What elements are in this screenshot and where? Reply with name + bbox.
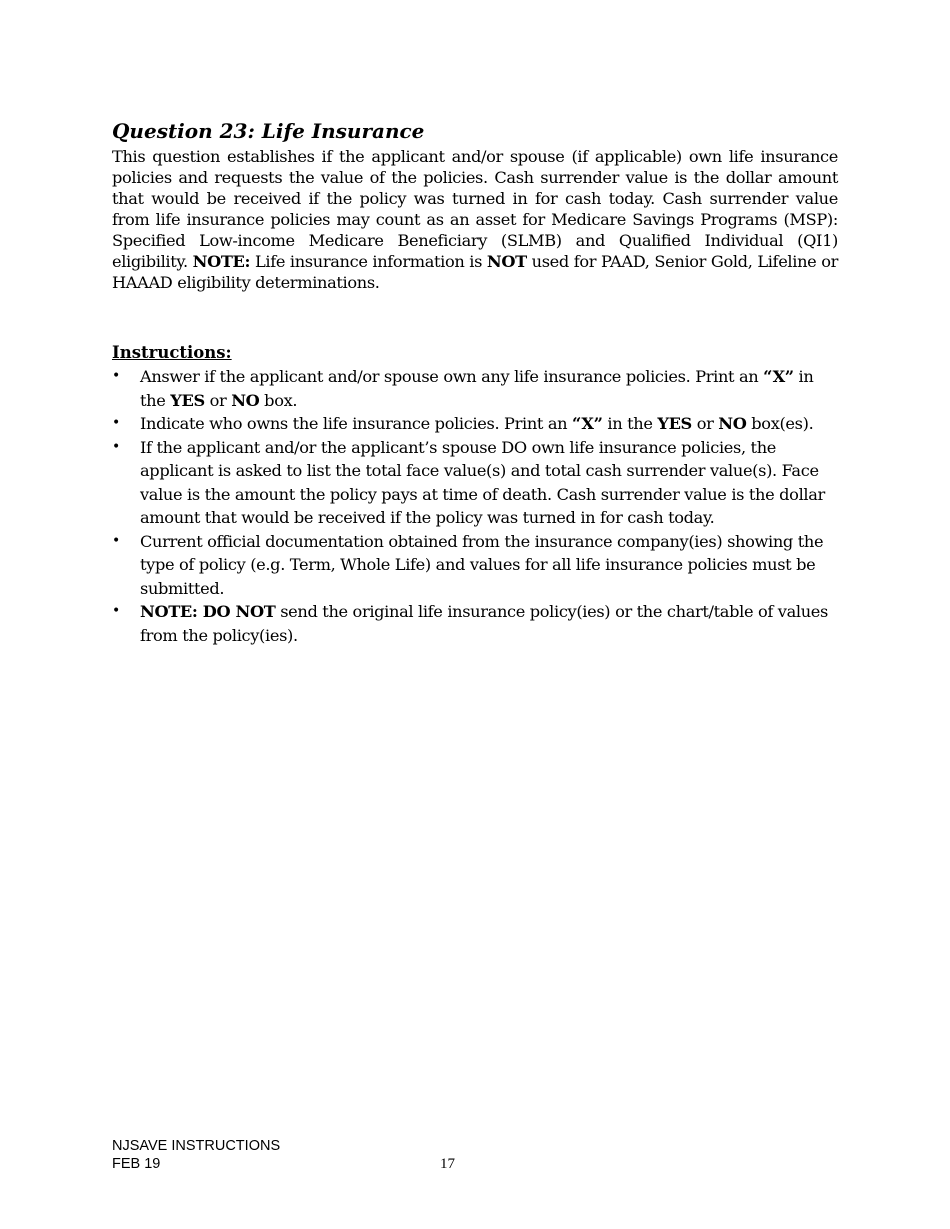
instruction-item-4 [112,530,838,601]
instruction-2-text-1: Indicate who owns the life insurance policies. Print an [140,414,573,433]
question-heading: Question 23: Life Insurance [112,119,425,143]
intro-text-2: Life insurance information is [250,252,487,271]
intro-text-1: This question establishes if the applicant and/or spouse (if applicable) own life insurance policies and requests the value of the policies. Cash surrender value is the dollar amount that would be received if the policy was turned in for cash today. Cash surrender value from life insurance policies may count as an asset for Medicare Savings Programs (MSP): Specified Low-income Medicare Beneficiary (SLMB) and Qualified Individual (QI1) eligibility. [112,147,838,271]
intro-not-label: NOT [486,252,527,271]
instruction-2-yes: YES [657,414,692,433]
bullet-icon: • [112,415,120,431]
instruction-item-5 [112,600,838,647]
instruction-item-1 [112,365,838,412]
bullet-icon: • [112,438,120,455]
instruction-2-text-4: box(es). [746,414,814,433]
instruction-1-text-4: box. [259,390,298,410]
instruction-3-text: If the applicant and/or the applicant’s spouse DO own life insurance policies, the applicant is asked to list the total face value(s) and total cash surrender value(s). Face value is the amount the policy pays at time of death. Cash surrender value is the dollar amount that would be received if the policy was turned in for cash today. [140,437,825,527]
instruction-2-text-3: or [691,414,719,433]
instruction-1-no: NO [231,390,260,410]
question-intro [112,146,838,293]
instructions-list [112,365,838,647]
instruction-4-text: Current official documentation obtained from the insurance company(ies) showing the type of policy (e.g. Term, Whole Life) and values for all life insurance policies must be submitted. [140,531,824,598]
bullet-icon: • [112,603,120,619]
instruction-1-text-2: in the [140,367,814,410]
bullet-icon: • [112,368,120,384]
instructions-heading: Instructions: [112,343,232,362]
instruction-1-x: “X” [763,367,794,386]
footer-title: NJSAVE INSTRUCTIONS [112,1138,281,1154]
page-footer [112,1137,280,1173]
instruction-2-x: “X” [572,414,603,433]
bullet-icon: • [112,532,120,549]
instruction-2-no: NO [718,414,747,433]
instruction-5-text: send the original life insurance policy(ies) or the chart/table of values from the policy(ies). [140,602,828,645]
page-content [112,118,838,647]
intro-note-label: NOTE: [192,252,251,271]
instruction-1-text-3: or [204,390,232,410]
instruction-2-text-2: in the [602,414,658,433]
intro-text-3: used for PAAD, Senior Gold, Lifeline or HAAAD eligibility determinations. [112,252,838,292]
instruction-1-text-1: Answer if the applicant and/or spouse own any life insurance policies. Print an [140,367,764,386]
page-number: 17 [440,1156,455,1172]
footer-date: FEB 19 [112,1156,161,1172]
instruction-item-2 [112,412,838,436]
instruction-5-note: NOTE: DO NOT [140,602,276,621]
instruction-1-yes: YES [170,390,205,410]
instruction-item-3 [112,436,838,530]
